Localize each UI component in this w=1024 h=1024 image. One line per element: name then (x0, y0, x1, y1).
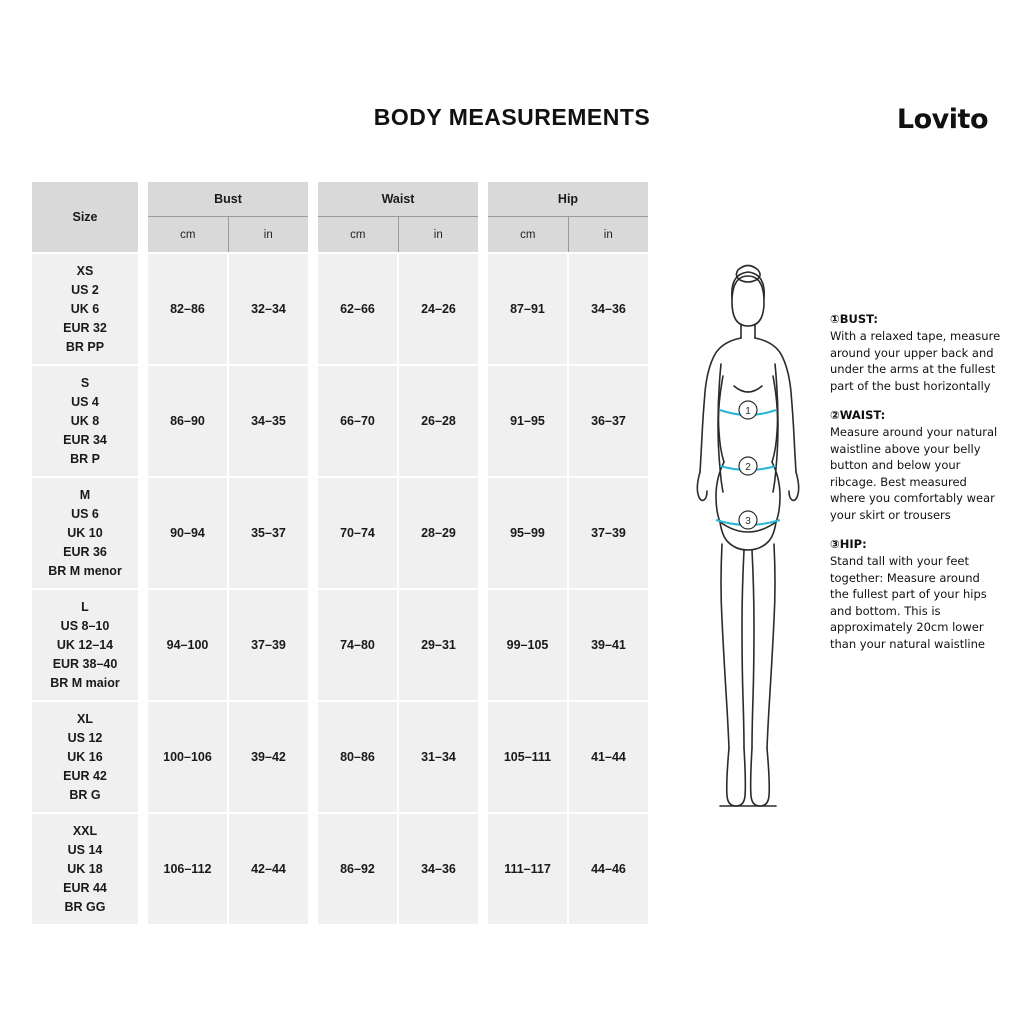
waist-cells (318, 366, 478, 476)
brand-logo: Lovito (896, 104, 988, 135)
bust-in-cell: 39–42 (229, 702, 308, 812)
size-label-eur: EUR 32 (63, 320, 107, 335)
size-cell (32, 254, 138, 364)
note-waist-title: ②WAIST: (830, 408, 886, 422)
hip-cm-cell: 87–91 (488, 254, 567, 364)
svg-text:1: 1 (745, 406, 751, 417)
waist-in-cell: 26–28 (399, 366, 478, 476)
size-label-br: BR PP (65, 339, 105, 354)
note-bust-body: With a relaxed tape, measure around your upper back and under the arms at the fullest part of the bust horizontally (830, 329, 1001, 393)
size-cell (32, 702, 138, 812)
instructions-panel (830, 312, 1002, 666)
bust-cm-cell: 106–112 (148, 814, 227, 924)
waist-cm-cell: 80–86 (318, 702, 397, 812)
waist-cells (318, 702, 478, 812)
note-hip-body: Stand tall with your feet together: Measure around the fullest part of your hips and bottom. This is approximately 20cm lower than your natural waistline (830, 554, 987, 651)
waist-cm-cell: 70–74 (318, 478, 397, 588)
bust-cells (148, 366, 308, 476)
bust-unit-cm: cm (148, 217, 229, 252)
bust-cells (148, 814, 308, 924)
marker-waist (739, 457, 757, 475)
bust-cells (148, 702, 308, 812)
size-label-uk: UK 8 (70, 413, 100, 428)
size-cell (32, 814, 138, 924)
hip-cells (488, 366, 648, 476)
column-header-bust: Bust (214, 192, 242, 206)
waist-unit-in: in (433, 228, 443, 241)
column-group-hip (488, 182, 648, 252)
hip-cm-cell: 99–105 (488, 590, 567, 700)
size-label: L (81, 599, 89, 614)
page-title: BODY MEASUREMENTS (373, 104, 651, 130)
hip-cells (488, 590, 648, 700)
waist-cells (318, 254, 478, 364)
size-label-br: BR P (70, 451, 100, 466)
size-label-br: BR G (69, 787, 101, 802)
note-hip (830, 537, 1002, 652)
waist-in-cell: 24–26 (399, 254, 478, 364)
size-label-eur: EUR 38–40 (52, 656, 118, 671)
bust-in-cell: 42–44 (229, 814, 308, 924)
size-label-br: BR M maior (50, 675, 120, 690)
size-label-eur: EUR 34 (63, 432, 107, 447)
hip-unit-cm: cm (488, 217, 569, 252)
hip-units (488, 216, 648, 252)
bust-cm-cell: 90–94 (148, 478, 227, 588)
bust-in-cell: 37–39 (229, 590, 308, 700)
body-figure (668, 258, 828, 830)
waist-in-cell: 31–34 (399, 702, 478, 812)
size-label-uk: UK 16 (67, 749, 103, 764)
bust-in-cell: 32–34 (229, 254, 308, 364)
size-label: XS (76, 263, 94, 278)
size-cell (32, 590, 138, 700)
svg-text:2: 2 (745, 462, 751, 473)
hip-in-cell: 41–44 (569, 702, 648, 812)
note-bust-title: ①BUST: (830, 312, 878, 326)
size-cell (32, 478, 138, 588)
size-label: M (79, 487, 91, 502)
waist-cm-cell: 86–92 (318, 814, 397, 924)
size-label-us: US 2 (71, 282, 99, 297)
hip-cells (488, 254, 648, 364)
bust-cm-cell: 94–100 (148, 590, 227, 700)
size-label-uk: UK 10 (67, 525, 103, 540)
bust-in-cell: 35–37 (229, 478, 308, 588)
hip-cells (488, 814, 648, 924)
column-header-waist: Waist (381, 192, 415, 206)
table-row (32, 814, 652, 924)
hip-cm-cell: 95–99 (488, 478, 567, 588)
hip-cm-cell: 105–111 (488, 702, 567, 812)
table-row (32, 702, 652, 812)
column-group-bust (148, 182, 308, 252)
size-label-us: US 14 (67, 842, 103, 857)
note-hip-title: ③HIP: (830, 537, 867, 551)
bust-cm-cell: 82–86 (148, 254, 227, 364)
waist-unit-cm: cm (318, 217, 399, 252)
bust-cells (148, 478, 308, 588)
bust-in-cell: 34–35 (229, 366, 308, 476)
waist-in-cell: 29–31 (399, 590, 478, 700)
waist-cells (318, 814, 478, 924)
waist-cells (318, 590, 478, 700)
hip-cm-cell: 111–117 (488, 814, 567, 924)
waist-cells (318, 478, 478, 588)
marker-bust (739, 401, 757, 419)
size-label-eur: EUR 42 (63, 768, 107, 783)
note-waist (830, 408, 1002, 523)
table-row (32, 590, 652, 700)
bust-cm-cell: 86–90 (148, 366, 227, 476)
size-label-uk: UK 12–14 (56, 637, 114, 652)
size-label-br: BR GG (64, 899, 106, 914)
hip-cm-cell: 91–95 (488, 366, 567, 476)
hip-cells (488, 478, 648, 588)
size-label-us: US 4 (71, 394, 99, 409)
size-label-us: US 12 (67, 730, 103, 745)
hip-in-cell: 37–39 (569, 478, 648, 588)
size-label-uk: UK 18 (67, 861, 103, 876)
column-header-size: Size (32, 182, 138, 252)
hip-in-cell: 34–36 (569, 254, 648, 364)
size-cell (32, 366, 138, 476)
column-group-waist (318, 182, 478, 252)
size-label-eur: EUR 44 (63, 880, 107, 895)
hip-cells (488, 702, 648, 812)
table-row (32, 366, 652, 476)
bust-cells (148, 254, 308, 364)
hip-in-cell: 44–46 (569, 814, 648, 924)
size-label: S (80, 375, 90, 390)
bust-cm-cell: 100–106 (148, 702, 227, 812)
hip-in-cell: 36–37 (569, 366, 648, 476)
note-bust (830, 312, 1002, 394)
table-row (32, 254, 652, 364)
bust-cells (148, 590, 308, 700)
waist-in-cell: 34–36 (399, 814, 478, 924)
size-label-br: BR M menor (48, 563, 122, 578)
size-label-eur: EUR 36 (63, 544, 107, 559)
hip-in-cell: 39–41 (569, 590, 648, 700)
svg-text:3: 3 (745, 516, 751, 527)
column-header-hip: Hip (557, 192, 579, 206)
hip-unit-in: in (603, 228, 613, 241)
size-label-uk: UK 6 (70, 301, 100, 316)
waist-cm-cell: 62–66 (318, 254, 397, 364)
marker-hip (739, 511, 757, 529)
size-label: XXL (72, 823, 98, 838)
measurements-table (32, 182, 652, 924)
bust-units (148, 216, 308, 252)
table-row (32, 478, 652, 588)
size-label-us: US 8–10 (60, 618, 110, 633)
size-label-us: US 6 (71, 506, 99, 521)
note-waist-body: Measure around your natural waistline above your belly button and below your ribcage. Best measured where you comfortably wear your skirt or trousers (830, 425, 998, 522)
waist-in-cell: 28–29 (399, 478, 478, 588)
bust-unit-in: in (263, 228, 273, 241)
waist-units (318, 216, 478, 252)
size-label: XL (77, 711, 93, 726)
waist-cm-cell: 74–80 (318, 590, 397, 700)
waist-cm-cell: 66–70 (318, 366, 397, 476)
table-header-row (32, 182, 652, 252)
